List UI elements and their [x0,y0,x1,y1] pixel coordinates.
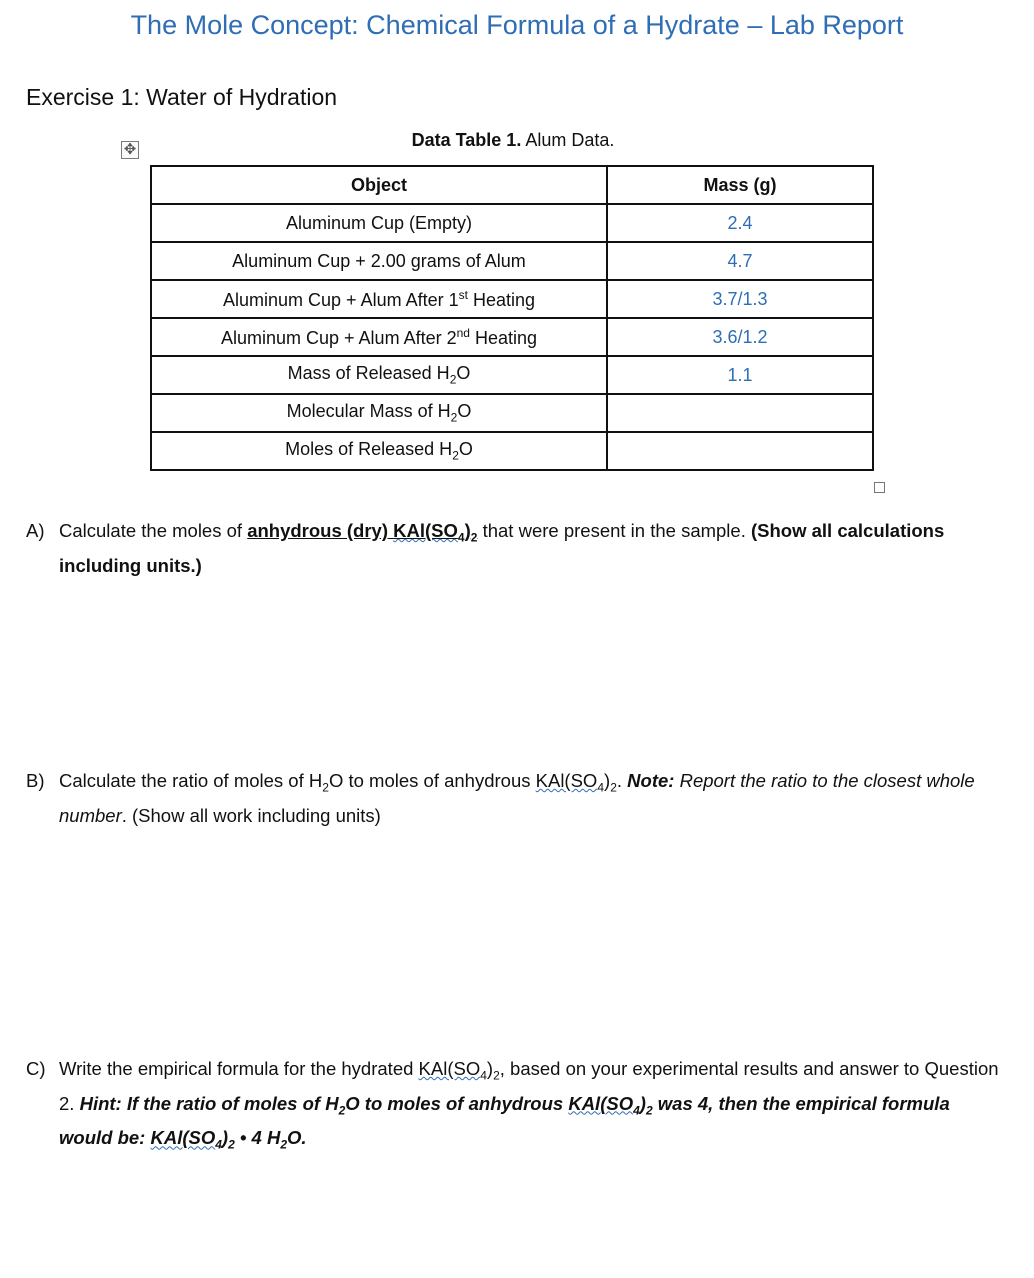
object-cell: Moles of Released $H_2O$ [151,432,607,470]
table-row [151,432,873,470]
page-title: The Mole Concept: Chemical Formula of a Hydrate – Lab Report [130,10,904,40]
mass-cell[interactable]: 3.7/1.3 [607,280,873,318]
object-cell: Mass of Released $H_2O$ [151,356,607,394]
table-row [151,318,873,356]
table-row [151,394,873,432]
table-header-row [151,166,873,204]
question-c-letter: C) [26,1058,46,1079]
object-cell: Aluminum Cup (Empty) [151,204,607,242]
object-cell: Aluminum Cup + 2.00 grams of Alum [151,242,607,280]
mass-cell[interactable]: 1.1 [607,356,873,394]
table-caption-label: Data Table 1. [411,130,522,150]
object-cell: Molecular Mass of $H_2O$ [151,394,607,432]
mass-cell[interactable]: 2.4 [607,204,873,242]
object-cell: Aluminum Cup + Alum After 1st Heating [151,280,607,318]
question-a-letter: A) [26,520,45,541]
mass-cell[interactable] [607,394,873,432]
question-b-letter: B) [26,770,45,791]
question-b [26,767,1006,830]
mass-cell[interactable] [607,432,873,470]
table-caption [0,130,1026,151]
table-caption-text: Alum Data. [521,130,615,150]
question-c [26,1055,1006,1159]
header-object: Object [151,166,607,204]
header-mass: Mass (g) [607,166,873,204]
table-row [151,280,873,318]
question-a [26,517,1006,580]
mass-cell[interactable]: 4.7 [607,242,873,280]
table-row [151,242,873,280]
question-c-text: Write the empirical formula for the hydrated $KAl(SO_4)_2$, based on your experimental results and answer to Question 2. Hint: If the ratio of moles of $H_2O$ to moles of anhydrous $KAl(SO_4)_2$ was 4, then the empirical formula would be: $KAl(SO_4)_2$ • 4 $H_2O$. [59,1058,999,1153]
alum-data-table [150,165,874,471]
table-row [151,204,873,242]
table-row [151,356,873,394]
question-a-text: Calculate the moles of anhydrous (dry) $KAl(SO_4)_2$ that were present in the sample. (Show all calculations including units.) [59,520,945,576]
mass-cell[interactable]: 3.6/1.2 [607,318,873,356]
table-move-handle-icon[interactable]: ✥ [121,141,139,159]
exercise-heading: Exercise 1: Water of Hydration [26,84,338,110]
table-resize-handle[interactable] [874,482,885,493]
question-b-text: Calculate the ratio of moles of $H_2O$ to moles of anhydrous $KAl(SO_4)_2$. Note: Report the ratio to the closest whole number. (Show all work including units) [59,770,975,826]
object-cell: Aluminum Cup + Alum After 2nd Heating [151,318,607,356]
